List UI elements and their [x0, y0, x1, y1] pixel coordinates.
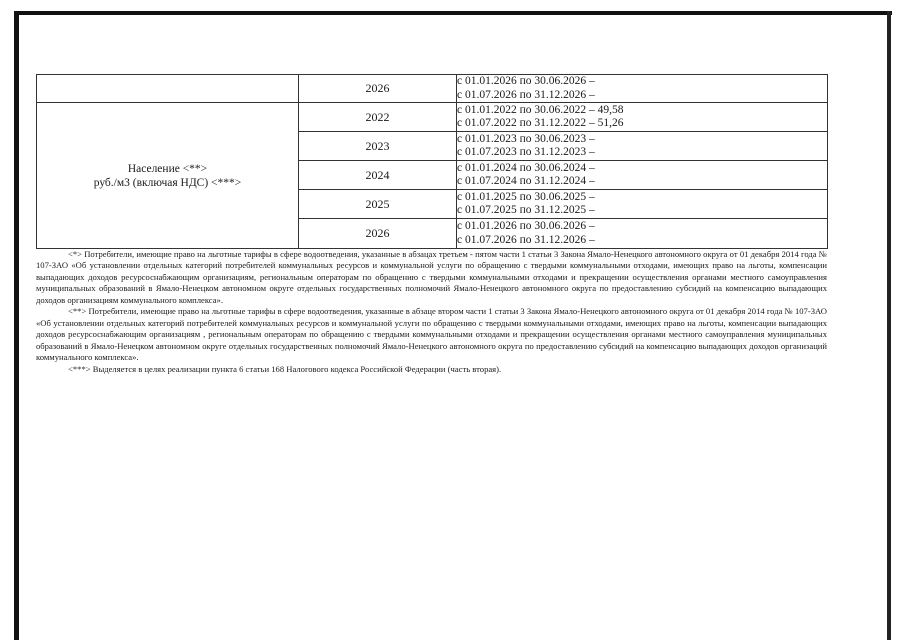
period-line: с 01.01.2026 по 30.06.2026 – [457, 220, 595, 232]
period-line: с 01.01.2024 по 30.06.2024 – [457, 161, 595, 174]
period-line: с 01.01.2025 по 30.06.2025 – [457, 190, 595, 203]
period-line: с 01.07.2022 по 31.12.2022 – 51,26 [457, 117, 624, 129]
period-cell [457, 190, 828, 219]
year-cell: 2026 [299, 219, 457, 249]
footnote-1: <*> Потребители, имеющие право на льготные тарифы в сфере водоотведения, указанные в абзацах третьем - пятом части 1 статьи 3 Закона Ямало-Ненецкого автономного округа от 01 декабря 2014 года № 107-ЗАО «Об установлении отдельных категорий потребителей коммунальных ресурсов и коммунальной услуги по обращению с твердыми коммунальными отходами, имеющих право на льготы, компенсации выпадающих доходов ресурсоснабжающим организациям, региональным операторам по обращению с твердыми коммунальными отходами и прекращении осуществления органами местного самоуправления муниципальных образований в Ямало-Ненецком автономном округе отдельных государственных полномочий Ямало-Ненецкого автономного округа по предоставлению субсидий на компенсацию выпадающих доходов организациям коммунального комплекса». [36, 249, 827, 305]
scan-border-left [14, 11, 19, 640]
footnotes [36, 249, 827, 375]
footnote-2: <**> Потребители, имеющие право на льготные тарифы в сфере водоотведения, указанные в абзаце втором части 1 статьи 3 Закона Ямало-Ненецкого автономного округа от 01 декабря 2014 года № 107-ЗАО «Об установлении отдельных категорий потребителей коммунальных ресурсов и коммунальной услуги по обращению с твердыми коммунальными отходами, имеющих право на льготы, компенсации выпадающих доходов ресурсоснабжающим организациям , региональным операторам по обращению с твердыми коммунальными отходами и прекращении осуществления органами местного самоуправления муниципальных образований в Ямало-Ненецком автономном округе отдельных государственных полномочий Ямало-Ненецкого автономного округа по предоставлению субсидий на компенсацию выпадающих доходов организаций коммунального комплекса». [36, 306, 827, 363]
category-cell [37, 103, 299, 249]
scan-border-top [14, 11, 892, 15]
table-row [37, 103, 828, 132]
table-row [37, 75, 828, 103]
period-cell [457, 132, 828, 161]
year-cell: 2024 [299, 161, 457, 190]
period-cell [457, 103, 828, 132]
period-line: с 01.07.2025 по 31.12.2025 – [457, 204, 595, 216]
period-line: с 01.01.2026 по 30.06.2026 – [457, 75, 595, 87]
period-line: с 01.01.2022 по 30.06.2022 – 49,58 [457, 103, 624, 116]
period-line: с 01.01.2023 по 30.06.2023 – [457, 132, 595, 145]
category-unit-label: руб./м3 (включая НДС) <***> [93, 176, 242, 189]
year-cell: 2022 [299, 103, 457, 132]
period-cell [457, 161, 828, 190]
period-line: с 01.07.2026 по 31.12.2026 – [457, 88, 595, 101]
period-cell [457, 75, 828, 103]
scan-border-right [887, 11, 891, 640]
period-line: с 01.07.2023 по 31.12.2023 – [457, 146, 595, 158]
tariff-table [36, 74, 828, 249]
year-cell: 2025 [299, 190, 457, 219]
year-cell: 2026 [299, 75, 457, 103]
footnote-3: <***> Выделяется в целях реализации пункта 6 статьи 168 Налогового кодекса Российской Федерации (часть вторая). [68, 363, 502, 374]
year-cell: 2023 [299, 132, 457, 161]
period-line: с 01.07.2026 по 31.12.2026 – [457, 233, 595, 246]
category-label: Население <**> [127, 162, 208, 175]
category-cell-empty [37, 75, 299, 103]
period-cell [457, 219, 828, 249]
period-line: с 01.07.2024 по 31.12.2024 – [457, 175, 595, 187]
